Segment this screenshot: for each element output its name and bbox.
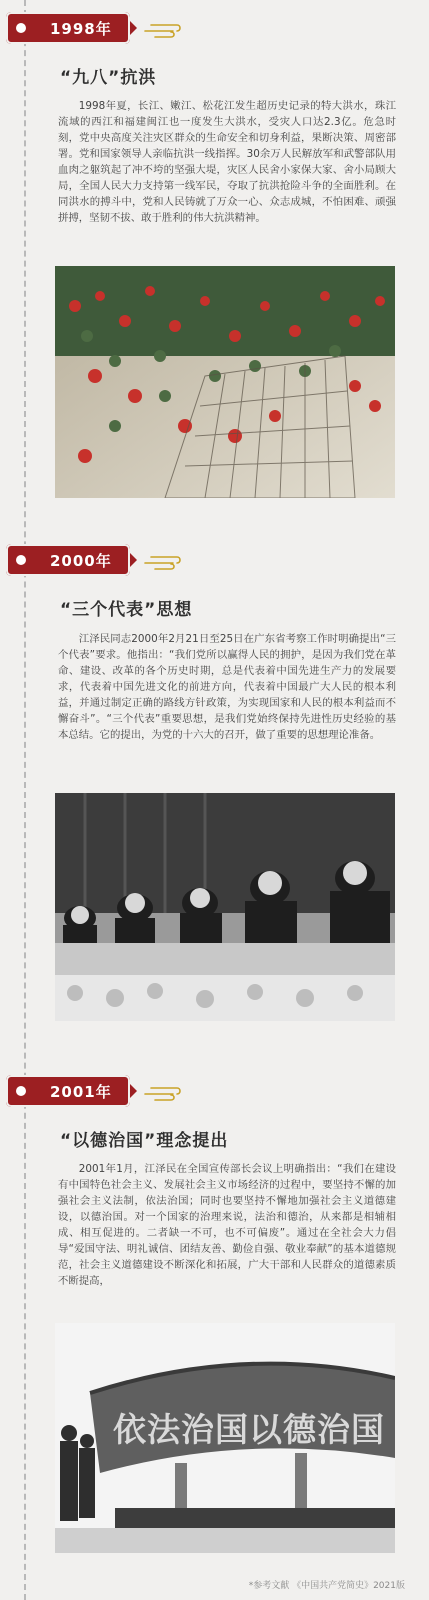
section-body: 1998年夏，长江、嫩江、松花江发生超历史记录的特大洪水，珠江流域的西江和福建闽江也一度发生大洪水，受灾人口达2.3亿。危急时刻，党中央高度关注灾区群众的生命安全和切身利益，果断决策、周密部署。党和国家领导人亲临抗洪一线指挥。30余万人民解放军和武警部队用血肉之躯筑起了冲不垮的坚强大堤，灾区人民舍小家保大家、舍小局顾大局，全国人民大力支持第一线军民，夺取了抗洪抢险斗争的全面胜利。在同洪水的搏斗中，党和人民铸就了万众一心、众志成城，不怕困难、顽强拼搏，坚韧不拔、敢于胜利的伟大抗洪精神。 [58, 100, 396, 224]
sign-text: 依法治国以德治国 [113, 1410, 385, 1449]
bullet-dot-icon [16, 1086, 26, 1096]
year-label: 2000年 [50, 552, 112, 570]
auspicious-cloud-icon [143, 552, 183, 574]
timeline-dashed-line [24, 0, 26, 1600]
bullet-dot-icon [16, 23, 26, 33]
year-badge [6, 544, 130, 576]
year-badge [6, 12, 130, 44]
meeting-podium-photo [55, 793, 395, 1021]
section-title: “九八”抗洪 [60, 68, 157, 88]
year-label: 2001年 [50, 1083, 112, 1101]
badge-arrow-icon [130, 21, 137, 35]
section-body: 2001年1月，江泽民在全国宣传部长会议上明确指出：“我们在建设有中国特色社会主义、发展社会主义市场经济的过程中，要坚持不懈的加强社会主义法制，依法治国；同时也要坚持不懈地加强社会主义道德建设，以德治国。对一个国家的治理来说，法治和德治，从来都是相辅相成、相互促进的。二者缺一不可，也不可偏废”。通过在全社会大力倡导“爱国守法、明礼诚信、团结友善、勤俭自强、敬业奉献”的基本道德规范，社会主义道德建设不断深化和拓展，广大干部和人民群众的道德素质不断提高， [58, 1163, 396, 1287]
section-body: 江泽民同志2000年2月21日至25日在广东省考察工作时明确提出“三个代表”要求。他指出：“我们党所以赢得人民的拥护，是因为我们党在革命、建设、改革的各个历史时期，总是代表着中国先进生产力的发展要求，代表着中国先进文化的前进方向，代表着中国最广大人民的根本利益，并通过制定正确的路线方针政策，为实现国家和人民的根本利益而不懈奋斗”。“三个代表”重要思想，是我们党始终保持先进性历史经验的基本总结。它的提出，为党的十六大的召开，做了重要的思想理论准备。 [58, 633, 396, 741]
badge-arrow-icon [130, 1084, 137, 1098]
auspicious-cloud-icon [143, 1083, 183, 1105]
rule-of-law-sign-photo [55, 1323, 395, 1553]
auspicious-cloud-icon [143, 20, 183, 42]
section-title: “以德治国”理念提出 [60, 1131, 229, 1151]
reference-footnote: *参考文献 《中国共产党简史》2021版 [248, 1581, 405, 1591]
year-label: 1998年 [50, 20, 112, 38]
flood-rescue-photo [55, 266, 395, 498]
section-title: “三个代表”思想 [60, 600, 193, 620]
bullet-dot-icon [16, 555, 26, 565]
year-badge [6, 1075, 130, 1107]
badge-arrow-icon [130, 553, 137, 567]
